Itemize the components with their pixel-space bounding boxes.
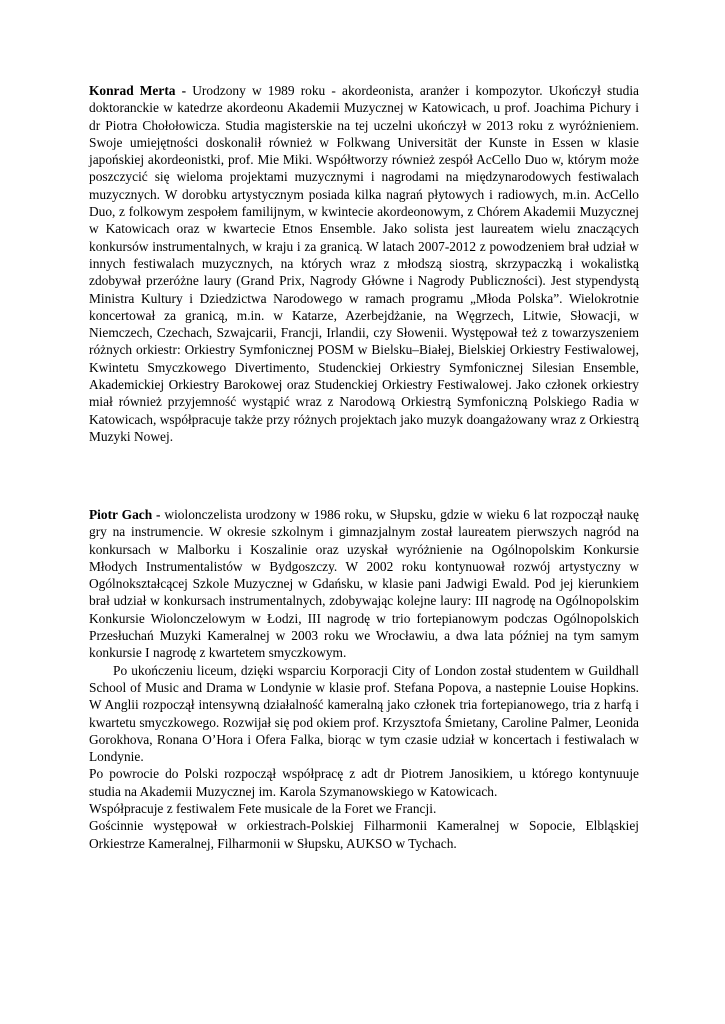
- bio-paragraph: Po powrocie do Polski rozpoczął współpracę z adt dr Piotrem Janosikiem, u którego kontynuuje studia na Akademii Muzycznej im. Karola Szymanowskiego w Katowicach.: [89, 766, 639, 799]
- bio-piotr-gach: [89, 506, 639, 852]
- bio-paragraph: Gościnnie występował w orkiestrach-Polskiej Filharmonii Kameralnej w Sopocie, Elbląskiej Orkiestrze Kameralnej, Filharmonii w Słupsku, AUKSO w Tychach.: [89, 818, 639, 851]
- bio-paragraph: [89, 506, 639, 662]
- bio-konrad-merta: [89, 82, 639, 445]
- bio-paragraph: [89, 82, 639, 445]
- bio-text: Urodzony w 1989 roku - akordeonista, aranżer i kompozytor. Ukończył studia doktoranckie w katedrze akordeonu Akademii Muzycznej w Katowicach, u prof. Joachima Pichury i dr Piotra Chołołowicza. Studia magisterskie na tej uczelni ukończył w 2013 roku z wyróżnieniem. Swoje umiejętności doskonalił również w Folkwang Universität der Kunste in Essen w klasie japońskiej akordeonistki, prof. Mie Miki. Współtworzy również zespół AcCello Duo w, którym może poszczycić się wieloma projektami muzycznymi i nagrodami na międzynarodowych festiwalach muzycznych. W dorobku artystycznym posiada kilka nagrań płytowych i radiowych, m.in. AcCello Duo, z folkowym zespołem familijnym, w kwintecie akordeonowym, z Chórem Akademii Muzycznej w Katowicach oraz w kwartecie Etnos Ensemble. Jako solista jest laureatem wielu znaczących konkursów instrumentalnych, w kraju i za granicą. W latach 2007-2012 z powodzeniem brał udział w innych festiwalach muzycznych, na których wraz z młodszą siostrą, skrzypaczką i wokalistką zdobywał przeróżne laury (Grand Prix, Nagrody Główne i Nagrody Publiczności). Jest stypendystą Ministra Kultury i Dziedzictwa Narodowego w ramach programu „Młoda Polska”. Wielokrotnie koncertował za granicą, m.in. w Katarze, Azerbejdżanie, na Węgrzech, Litwie, Słowacji, w Niemczech, Czechach, Szwajcarii, Francji, Irlandii, czy Słowenii. Występował też z towarzyszeniem różnych orkiestr: Orkiestry Symfonicznej POSM w Bielsku–Białej, Bielskiej Orkiestry Festiwalowej, Kwintetu Smyczkowego Divertimento, Studenckiej Orkiestry Symfonicznej Silesian Ensemble, Akademickiej Orkiestry Barokowej oraz Studenckiej Orkiestry Festiwalowej. Jako członek orkiestry miał również przyjemność wystąpić wraz z Narodową Orkiestrą Symfoniczną Polskiego Radia w Katowicach, współpracuje także przy różnych projektach jako muzyk doangażowany wraz z Orkiestrą Muzyki Nowej.: [89, 83, 639, 444]
- bio-text: wiolonczelista urodzony w 1986 roku, w Słupsku, gdzie w wieku 6 lat rozpoczął naukę gry na instrumencie. W okresie szkolnym i gimnazjalnym został laureatem pierwszych nagród na konkursach w Malborku i Koszalinie oraz uzyskał wyróżnienie na Ogólnopolskim Konkursie Młodych Instrumentalistów w Bydgoszczy. W 2002 roku kontynuował rozwój artystyczny w Ogólnokształcącej Szkole Muzycznej w Gdańsku, w klasie pani Jadwigi Ewald. Pod jej kierunkiem brał udział w konkursach instrumentalnych, zdobywając kolejne laury: III nagrodę na Ogólnopolskim Konkursie Wiolonczelowym w Łodzi, III nagrodę w trio fortepianowym podczas Ogólnopolskich Przesłuchań Muzyki Kameralnej w 2003 roku we Wrocławiu, a dwa lata później na tym samym konkursie I nagrodę z kwartetem smyczkowym.: [89, 507, 639, 661]
- bio-name: Piotr Gach -: [89, 507, 161, 522]
- bio-paragraph: Współpracuje z festiwalem Fete musicale de la Foret we Francji.: [89, 801, 437, 817]
- bio-name: Konrad Merta -: [89, 83, 187, 98]
- bio-paragraph: Po ukończeniu liceum, dzięki wsparciu Korporacji City of London został studentem w Guildhall School of Music and Drama w Londynie w klasie prof. Stefana Popova, a nastepnie Louise Hopkins. W Anglii rozpoczął intensywną działalność kameralną jako członek tria fortepianowego, tria z harfą i kwartetu smyczkowego. Rozwijał się pod okiem prof. Krzysztofa Śmietany, Caroline Palmer, Leonida Gorokhova, Ronana O’Hora i Ofera Falka, biorąc w tym czasie udział w koncertach i festiwalach w Londynie.: [89, 662, 639, 765]
